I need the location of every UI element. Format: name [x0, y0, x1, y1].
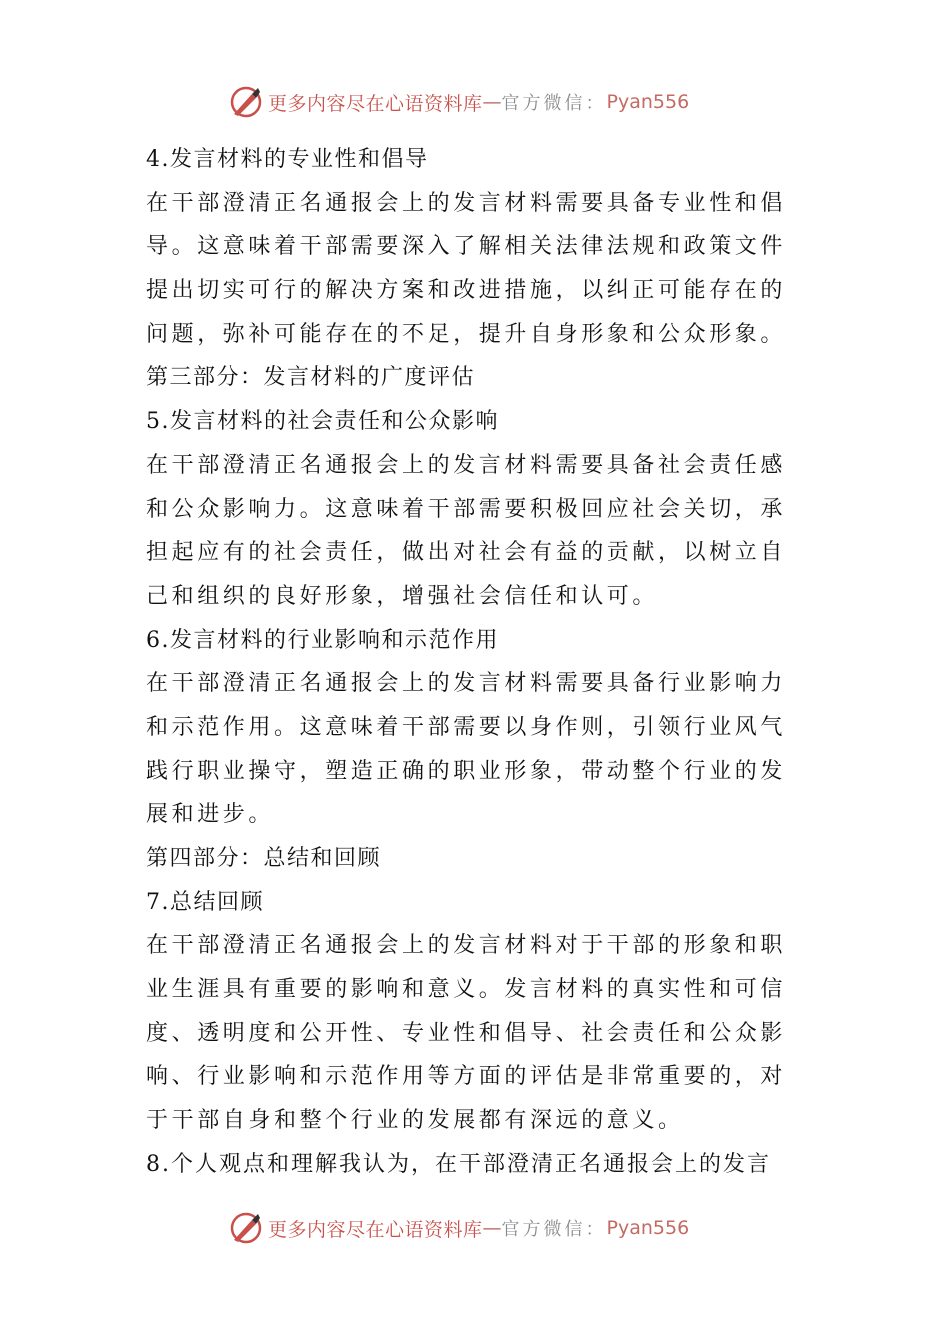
pen-logo-icon [228, 84, 264, 120]
document-body [146, 138, 810, 1187]
paragraph-line: 度、透明度和公开性、专业性和倡导、社会责任和公众影 [146, 1020, 787, 1046]
footer-wechat-label: 官方微信： [501, 1219, 607, 1240]
footer-site-name: 更多内容尽在心语资料库 [268, 1218, 483, 1241]
paragraph-line: 于干部自身和整个行业的发展都有深远的意义。 [146, 1108, 684, 1134]
section-heading-6: 6.发言材料的行业影响和示范作用 [146, 627, 499, 653]
header-wechat-label: 官方微信： [501, 93, 607, 114]
header-wechat-id: Pyan556 [606, 91, 690, 113]
paragraph-line: 践行职业操守，塑造正确的职业形象，带动整个行业的发 [146, 758, 787, 784]
paragraph-line: 担起应有的社会责任，做出对社会有益的贡献，以树立自 [146, 540, 787, 566]
paragraph-line: 在干部澄清正名通报会上的发言材料需要具备社会责任感 [146, 452, 787, 478]
section-heading-4: 4.发言材料的专业性和倡导 [146, 147, 429, 172]
paragraph-line: 和示范作用。这意味着干部需要以身作则，引领行业风气 [146, 714, 787, 740]
footer-dash: — [482, 1217, 502, 1239]
section-heading-7: 7.总结回顾 [146, 889, 264, 915]
part-heading-3: 第三部分：发言材料的广度评估 [146, 365, 476, 391]
header-site-name: 更多内容尽在心语资料库 [268, 92, 483, 115]
part-heading-4: 第四部分：总结和回顾 [146, 846, 382, 871]
paragraph-line: 展和进步。 [146, 802, 275, 828]
footer-wechat-id: Pyan556 [606, 1217, 690, 1239]
paragraph-line: 问题，弥补可能存在的不足，提升自身形象和公众形象。 [146, 321, 787, 347]
paragraph-line: 在干部澄清正名通报会上的发言材料需要具备行业影响力 [146, 671, 787, 697]
section-heading-5: 5.发言材料的社会责任和公众影响 [146, 409, 499, 435]
paragraph-line: 响、行业影响和示范作用等方面的评估是非常重要的，对 [146, 1064, 787, 1090]
paragraph-line: 和公众影响力。这意味着干部需要积极回应社会关切，承 [146, 496, 787, 522]
paragraph-line: 在干部澄清正名通报会上的发言材料对于干部的形象和职 [146, 933, 787, 959]
section-heading-8: 8.个人观点和理解我认为，在干部澄清正名通报会上的发言 [146, 1151, 771, 1177]
paragraph-line: 提出切实可行的解决方案和改进措施，以纠正可能存在的 [146, 278, 787, 304]
paragraph-line: 在干部澄清正名通报会上的发言材料需要具备专业性和倡 [146, 190, 787, 216]
paragraph-line: 业生涯具有重要的影响和意义。发言材料的真实性和可信 [146, 977, 787, 1003]
header-dash: — [482, 91, 502, 113]
paragraph-line: 己和组织的良好形象，增强社会信任和认可。 [146, 583, 659, 609]
pen-logo-icon [228, 1210, 264, 1246]
paragraph-line: 导。这意味着干部需要深入了解相关法律法规和政策文件 [146, 234, 787, 260]
header-banner [228, 82, 748, 122]
footer-banner [228, 1208, 748, 1248]
